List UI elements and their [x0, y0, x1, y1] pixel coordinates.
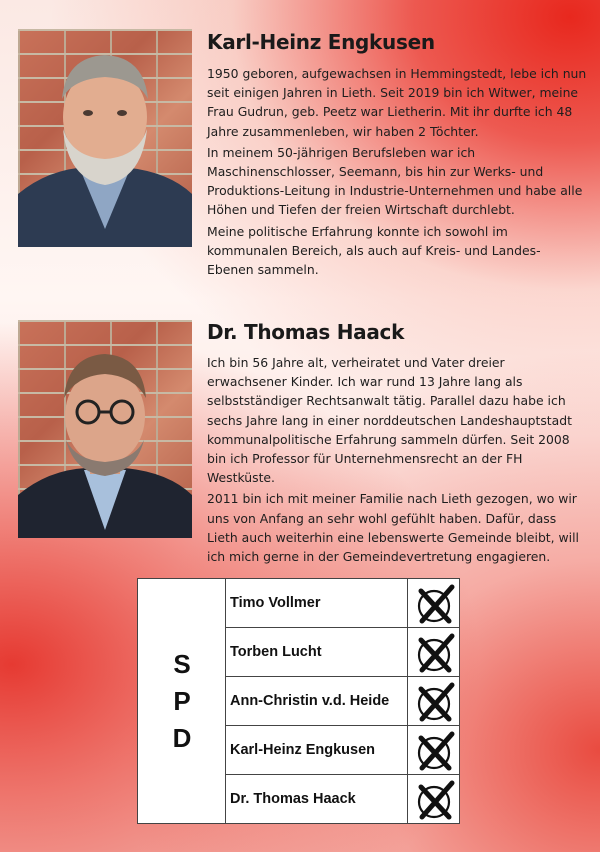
ballot-candidate-name: Torben Lucht — [230, 644, 322, 660]
candidate-bio — [207, 64, 587, 281]
party-cell — [138, 579, 226, 823]
ballot-row — [226, 628, 460, 677]
cross-mark-icon — [412, 630, 458, 676]
ballot-row — [226, 677, 460, 726]
ballot-row — [226, 775, 460, 824]
ballot-candidate-name: Ann-Christin v.d. Heide — [230, 693, 390, 709]
ballot-table — [137, 578, 460, 824]
portrait-photo-thomas-haack — [18, 320, 192, 538]
portrait-photo-karl-heinz-engkusen — [18, 29, 192, 247]
party-letter: P — [173, 686, 191, 716]
candidate-name-heading: Karl-Heinz Engkusen — [207, 30, 435, 54]
party-letter: S — [173, 649, 191, 679]
candidate-bio — [207, 353, 587, 568]
ballot-row — [226, 726, 460, 775]
bio-paragraph: 2011 bin ich mit meiner Familie nach Lieth gezogen, wo wir uns von Anfang an sehr wohl gefühlt haben. Dafür, dass Lieth auch weiterhin eine lebenswerte Gemeinde bleibt, will ich mich gerne in der Gemeindevertretung engagieren. — [207, 491, 580, 565]
cross-mark-icon — [412, 777, 458, 823]
vote-checkbox[interactable] — [407, 726, 460, 775]
vote-checkbox[interactable] — [407, 628, 460, 677]
ballot-row — [226, 579, 460, 628]
party-letter: D — [172, 723, 192, 753]
bio-paragraph: Ich bin 56 Jahre alt, verheiratet und Vater dreier erwachsener Kinder. Ich war rund 13 Jahre lang als selbstständiger Rechtsanwalt tätig. Parallel dazu habe ich sechs Jahre lang in einer norddeutschen Landeshauptstadt kommunalpolitische Erfahrung sammeln dürfen. Seit 2008 bin ich Professor für Unternehmensrecht an der FH Westküste. — [207, 355, 572, 486]
ballot-candidate-name: Timo Vollmer — [230, 595, 321, 611]
vote-checkbox[interactable] — [407, 775, 460, 824]
vote-checkbox[interactable] — [407, 677, 460, 726]
ballot-candidate-name: Dr. Thomas Haack — [230, 791, 356, 807]
cross-mark-icon — [412, 679, 458, 725]
bio-paragraph: In meinem 50-jährigen Berufsleben war ich Maschinenschlosser, Seemann, bis hin zur Werks- und Produktions-Leitung in Industrie-Unternehmen und habe alle Höhen und Tiefen der freien Wirtschaft durchlebt. — [207, 144, 583, 218]
cross-mark-icon — [412, 581, 458, 627]
cross-mark-icon — [412, 728, 458, 774]
candidate-name-heading: Dr. Thomas Haack — [207, 320, 405, 344]
bio-paragraph: Meine politische Erfahrung konnte ich sowohl im kommunalen Bereich, als auch auf Kreis- und Landes-Ebenen sammeln. — [207, 223, 541, 278]
bio-paragraph: 1950 geboren, aufgewachsen in Hemmingstedt, lebe ich nun seit einigen Jahren in Lieth. Seit 2019 bin ich Witwer, meine Frau Gudrun, geb. Peetz war Lietherin. Mit ihr durfte ich 48 Jahre zusammenleben, wir haben 2 Töchter. — [207, 66, 587, 139]
vote-checkbox[interactable] — [407, 579, 460, 628]
ballot-candidate-name: Karl-Heinz Engkusen — [230, 742, 376, 758]
